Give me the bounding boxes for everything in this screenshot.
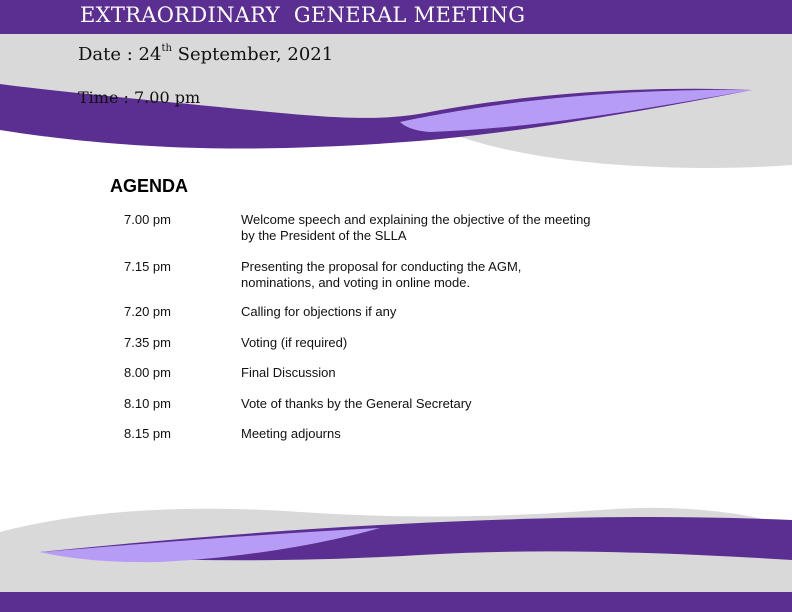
agenda-time: 8.15 pm [124, 426, 171, 441]
agenda-description: Presenting the proposal for conducting the AGM, nominations, and voting in online mode. [241, 259, 522, 290]
date-ordinal: th [161, 43, 172, 54]
agenda-time: 8.10 pm [124, 396, 171, 411]
agenda-time: 7.15 pm [124, 259, 171, 274]
agenda-description: Welcome speech and explaining the objective of the meeting by the President of the SLLA [241, 212, 591, 243]
agenda-description: Voting (if required) [241, 335, 348, 350]
agenda-description: Final Discussion [241, 365, 336, 380]
meeting-time: Time : 7.00 pm [78, 88, 201, 107]
bottom-bar [0, 592, 792, 612]
date-prefix: Date : 24 [78, 44, 162, 65]
meeting-title: EXTRAORDINARY GENERAL MEETING [80, 3, 526, 27]
agenda-description: Meeting adjourns [241, 426, 341, 441]
agenda-time: 7.00 pm [124, 212, 171, 227]
agenda-time: 7.35 pm [124, 335, 171, 350]
meeting-date [78, 44, 333, 65]
agenda-description: Calling for objections if any [241, 304, 397, 319]
date-rest: September, 2021 [171, 44, 334, 65]
agenda-time: 7.20 pm [124, 304, 171, 319]
agenda-heading: AGENDA [110, 176, 189, 196]
agenda-time: 8.00 pm [124, 365, 171, 380]
agenda-description: Vote of thanks by the General Secretary [241, 396, 472, 411]
